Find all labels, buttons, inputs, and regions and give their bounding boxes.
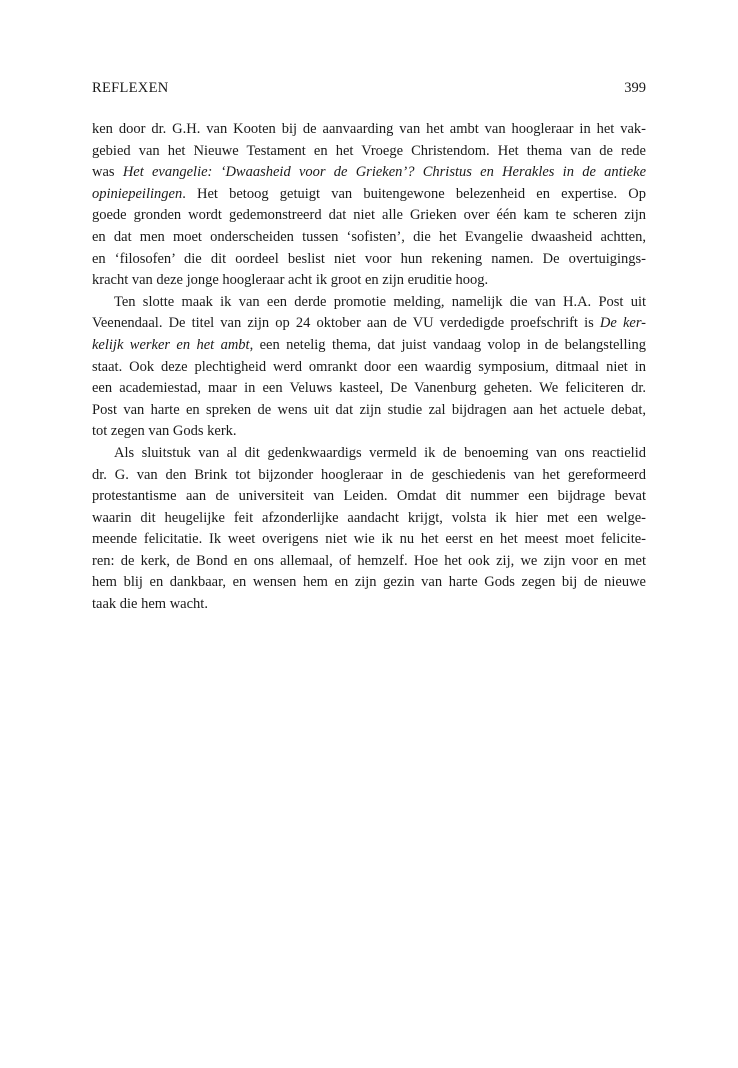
text-line bbox=[92, 486, 646, 508]
text-run: Als sluitstuk van al dit gedenkwaardigs vermeld ik de benoeming van ons reactielid bbox=[114, 444, 646, 461]
text-line bbox=[92, 184, 646, 206]
italic-title: opiniepeilingen bbox=[92, 185, 183, 202]
text-line bbox=[92, 465, 646, 487]
text-run: protestantisme aan de universiteit van Leiden. Omdat dit nummer een bijdrage bevat bbox=[92, 488, 646, 505]
paragraph bbox=[92, 443, 646, 616]
text-run: een academiestad, maar in een Veluws kasteel, De Vanenburg geheten. We feliciteren dr. bbox=[92, 380, 646, 397]
text-line bbox=[92, 421, 646, 443]
text-line bbox=[92, 270, 646, 292]
text-run: , een netelig thema, dat juist vandaag volop in de belangstelling bbox=[249, 336, 647, 353]
text-run: was bbox=[92, 164, 123, 181]
text-run: kracht van deze jonge hoogleraar acht ik groot en zijn eruditie hoog. bbox=[92, 272, 489, 289]
paragraph bbox=[92, 119, 646, 292]
text-run: Ten slotte maak ik van een derde promotie melding, namelijk die van H.A. Post uit bbox=[114, 293, 646, 310]
running-header bbox=[92, 77, 646, 99]
italic-title: kelijk werker en het ambt bbox=[92, 336, 250, 353]
text-line bbox=[92, 594, 646, 616]
text-run: staat. Ook deze plechtigheid werd omrankt door een waardig symposium, ditmaal niet in bbox=[92, 358, 646, 375]
text-line bbox=[92, 551, 646, 573]
text-run: goede gronden wordt gedemonstreerd dat niet alle Grieken over één kam te scheren zijn bbox=[92, 207, 646, 224]
text-run: tot zegen van Gods kerk. bbox=[92, 423, 237, 440]
text-line bbox=[92, 443, 646, 465]
text-line bbox=[92, 572, 646, 594]
text-run: hem blij en dankbaar, en wensen hem en zijn gezin van harte Gods zegen bij de nieuwe bbox=[92, 574, 646, 591]
text-line bbox=[92, 335, 646, 357]
text-line bbox=[92, 529, 646, 551]
text-run: waarin dit heugelijke feit afzonderlijke aandacht krijgt, volsta ik hier met een welge- bbox=[92, 509, 646, 526]
text-run: ren: de kerk, de Bond en ons allemaal, of hemzelf. Hoe het ook zij, we zijn voor en met bbox=[92, 552, 646, 569]
text-line bbox=[92, 508, 646, 530]
text-line bbox=[92, 292, 646, 314]
page-number: 399 bbox=[624, 80, 646, 96]
text-run: Veenendaal. De titel van zijn op 24 oktober aan de VU verdedigde proefschrift is bbox=[92, 315, 600, 332]
text-line bbox=[92, 227, 646, 249]
running-title: REFLEXEN bbox=[92, 80, 169, 96]
text-line bbox=[92, 313, 646, 335]
text-run: . Het betoog getuigt van buitengewone belezenheid en expertise. Op bbox=[182, 185, 646, 202]
article-body bbox=[92, 119, 646, 616]
text-run: en ‘filosofen’ die dit oordeel beslist niet voor hun rekening namen. De overtuigings- bbox=[92, 250, 646, 267]
text-line bbox=[92, 205, 646, 227]
text-run: ken door dr. G.H. van Kooten bij de aanvaarding van het ambt van hoogleraar in het vak- bbox=[92, 121, 646, 137]
text-line bbox=[92, 162, 646, 184]
text-line bbox=[92, 249, 646, 271]
text-line bbox=[92, 378, 646, 400]
italic-title: De ker- bbox=[599, 315, 646, 332]
italic-title: Het evangelie: ‘Dwaasheid voor de Grieken’? Christus en Herakles in de antieke bbox=[122, 164, 646, 181]
text-line bbox=[92, 141, 646, 163]
text-line bbox=[92, 357, 646, 379]
text-run: dr. G. van den Brink tot bijzonder hoogleraar in de geschiedenis van het gereformeerd bbox=[92, 466, 646, 483]
text-run: meende felicitatie. Ik weet overigens niet wie ik nu het eerst en het meest moet felicite- bbox=[92, 531, 646, 548]
paragraph bbox=[92, 292, 646, 443]
text-run: taak die hem wacht. bbox=[92, 596, 208, 613]
text-line bbox=[92, 119, 646, 141]
text-run: Post van harte en spreken de wens uit dat zijn studie zal bijdragen aan het actuele debat, bbox=[92, 401, 646, 418]
text-line bbox=[92, 400, 646, 422]
text-run: en dat men moet onderscheiden tussen ‘sofisten’, die het Evangelie dwaasheid achtten, bbox=[92, 228, 646, 245]
text-run: gebied van het Nieuwe Testament en het Vroege Christendom. Het thema van de rede bbox=[92, 142, 646, 159]
